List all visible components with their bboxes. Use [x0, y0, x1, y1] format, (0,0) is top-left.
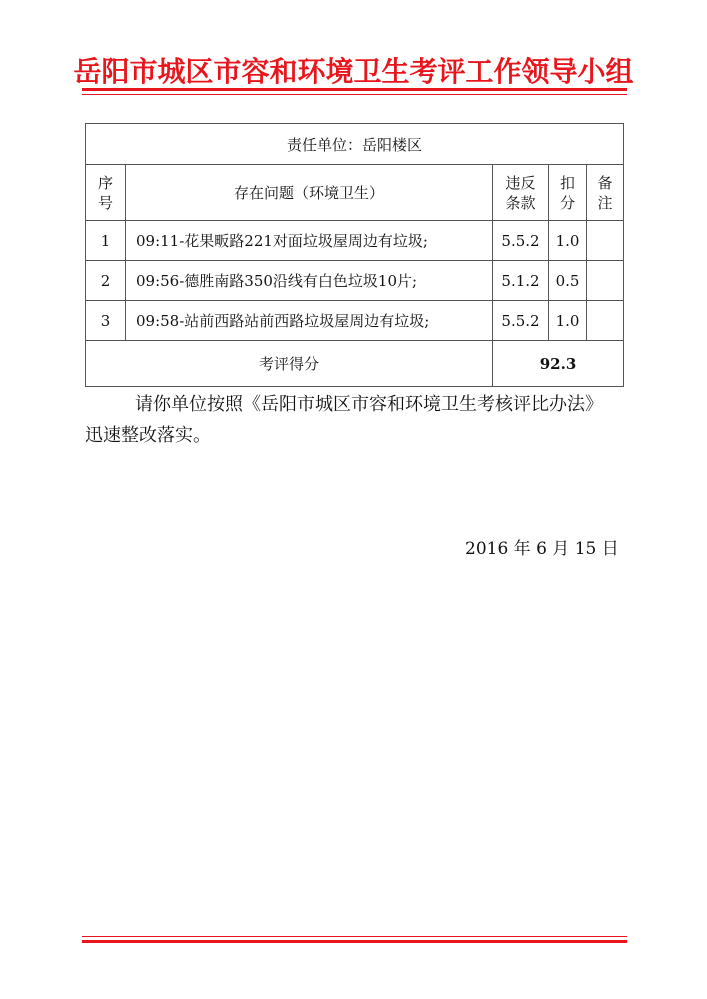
clause-header-bottom: 条款	[505, 193, 536, 212]
inspection-table	[85, 123, 624, 387]
remark-header-bottom: 注	[597, 193, 613, 212]
deduct-header-top: 扣	[559, 173, 575, 192]
row-remark	[587, 261, 624, 301]
deduct-header	[549, 165, 587, 221]
table-row	[86, 261, 624, 301]
row-remark	[587, 301, 624, 341]
seq-header	[86, 165, 126, 221]
responsible-unit-cell: 责任单位：岳阳楼区	[86, 124, 624, 165]
row-seq: 1	[86, 221, 126, 261]
header-title: 岳阳市城区市容和环境卫生考评工作领导小组	[73, 55, 634, 88]
table-row	[86, 221, 624, 261]
score-value: 92.3	[493, 341, 624, 387]
table-row	[86, 301, 624, 341]
instruction-line-2: 迅速整改落实。	[85, 425, 211, 446]
deduct-header-bottom: 分	[559, 193, 575, 212]
row-deduct: 1.0	[549, 301, 587, 341]
row-clause: 5.1.2	[493, 261, 549, 301]
clause-header	[493, 165, 549, 221]
seq-header-top: 序	[97, 173, 113, 192]
row-seq: 3	[86, 301, 126, 341]
row-deduct: 0.5	[549, 261, 587, 301]
header-rule-thin	[82, 94, 627, 95]
table-header-row	[86, 165, 624, 221]
issue-date: 2016 年 6 月 15 日	[465, 539, 619, 559]
remark-header-top: 备	[597, 173, 613, 192]
footer-rule-thin	[82, 936, 627, 937]
score-label: 考评得分	[86, 341, 493, 387]
row-issue: 09:11-花果畈路221对面垃圾屋周边有垃圾;	[126, 221, 493, 261]
issue-header: 存在问题（环境卫生）	[126, 165, 493, 221]
header-rule-thick	[82, 88, 627, 91]
row-clause: 5.5.2	[493, 301, 549, 341]
row-issue: 09:58-站前西路站前西路垃圾屋周边有垃圾;	[126, 301, 493, 341]
footer-rule-thick	[82, 940, 627, 943]
instruction-line-1: 请你单位按照《岳阳市城区市容和环境卫生考核评比办法》	[135, 394, 603, 415]
seq-header-bottom: 号	[97, 193, 113, 212]
responsible-unit-row	[86, 124, 624, 165]
row-deduct: 1.0	[549, 221, 587, 261]
clause-header-top: 违反	[505, 173, 536, 192]
row-clause: 5.5.2	[493, 221, 549, 261]
score-row	[86, 341, 624, 387]
row-remark	[587, 221, 624, 261]
row-seq: 2	[86, 261, 126, 301]
row-issue: 09:56-德胜南路350沿线有白色垃圾10片;	[126, 261, 493, 301]
remark-header	[587, 165, 624, 221]
